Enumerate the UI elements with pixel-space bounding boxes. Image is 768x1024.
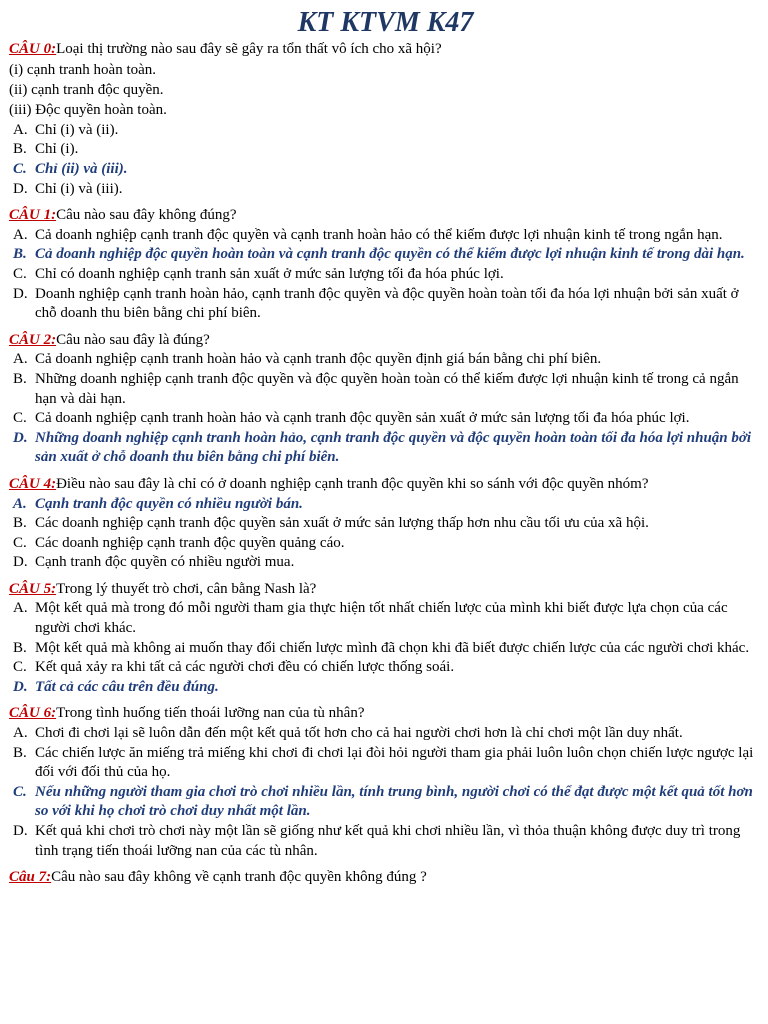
option-text: Nếu những người tham gia chơi trò chơi nhiều lần, tính trung bình, người chơi có thể đạt được một kết quả tốt hơn so với khi họ chơi trò chơi duy nhất một lần.	[35, 783, 753, 820]
option-letter: C.	[13, 659, 27, 676]
question-line	[9, 206, 758, 226]
answer-option-highlighted	[9, 783, 758, 822]
option-text: Chỉ có doanh nghiệp cạnh tranh sản xuất ở mức sản lượng tối đa hóa phúc lợi.	[35, 265, 504, 282]
option-letter: B.	[13, 246, 27, 263]
option-text: Các doanh nghiệp cạnh tranh độc quyền sản xuất ở mức sản lượng thấp hơn nhu cầu tối ưu của xã hội.	[35, 515, 649, 532]
question-line	[9, 475, 758, 495]
answer-option	[9, 226, 758, 246]
answer-option	[9, 265, 758, 285]
question-line	[9, 868, 758, 888]
option-letter: A.	[13, 725, 28, 742]
option-letter: D.	[13, 180, 28, 197]
option-letter: B.	[13, 639, 27, 656]
option-text: Chỉ (i).	[35, 141, 79, 158]
question-label: CÂU 2:	[9, 331, 57, 348]
question-line	[9, 40, 758, 60]
answer-option	[9, 409, 758, 429]
question-block	[9, 331, 758, 468]
question-list	[9, 40, 758, 888]
answer-option	[9, 822, 758, 861]
question-text: Câu nào sau đây không về cạnh tranh độc quyền không đúng ?	[51, 869, 427, 886]
question-statement: (iii) Độc quyền hoàn toàn.	[9, 102, 167, 119]
option-letter: B.	[13, 370, 27, 387]
question-block	[9, 868, 758, 888]
option-text: Những doanh nghiệp cạnh tranh hoàn hảo, cạnh tranh độc quyền và độc quyền hoàn toàn tối đa hóa lợi nhuận bởi sản xuất ở chỗ doanh thu biên bằng chi phí biên.	[35, 429, 752, 466]
option-text: Chỉ (ii) và (iii).	[35, 161, 128, 177]
answer-option	[9, 534, 758, 554]
option-text: Cả doanh nghiệp độc quyền hoàn toàn và cạnh tranh độc quyền có thể kiếm được lợi nhuận kinh tế trong dài hạn.	[35, 246, 745, 263]
option-letter: C.	[13, 161, 27, 177]
question-text: Loại thị trường nào sau đây sẽ gây ra tổn thất vô ích cho xã hội?	[56, 41, 442, 57]
option-letter: D.	[13, 678, 28, 695]
question-block	[9, 580, 758, 698]
answer-option	[9, 285, 758, 324]
option-letter: D.	[13, 285, 28, 302]
answer-option	[9, 121, 758, 141]
option-text: Chơi đi chơi lại sẽ luôn dẫn đến một kết quả tốt hơn cho cả hai người chơi hơn là chỉ chơi một lần duy nhất.	[35, 725, 683, 742]
answer-option-highlighted	[9, 495, 758, 515]
option-text: Một kết quả mà trong đó mỗi người tham gia thực hiện tốt nhất chiến lược của mình khi biết được lựa chọn của các người chơi khác.	[35, 600, 728, 637]
answer-option	[9, 180, 758, 200]
answer-option	[9, 744, 758, 783]
option-text: Cả doanh nghiệp cạnh tranh hoàn hảo và cạnh tranh độc quyền sản xuất ở mức sản lượng tối đa hóa phúc lợi.	[35, 410, 690, 427]
answer-option-highlighted	[9, 678, 758, 698]
answer-option	[9, 370, 758, 409]
option-letter: C.	[13, 783, 27, 800]
option-letter: B.	[13, 515, 27, 532]
answer-option-highlighted	[9, 429, 758, 468]
option-text: Những doanh nghiệp cạnh tranh độc quyền và độc quyền hoàn toàn có thể kiếm được lợi nhuận kinh tế trong cả ngắn hạn và dài hạn.	[35, 370, 739, 407]
option-letter: C.	[13, 410, 27, 427]
option-letter: B.	[13, 141, 27, 158]
answer-option	[9, 639, 758, 659]
option-text: Kết quả xảy ra khi tất cả các người chơi đều có chiến lược thống soái.	[35, 659, 455, 676]
option-letter: A.	[13, 351, 28, 368]
option-letter: C.	[13, 534, 27, 551]
option-text: Kết quả khi chơi trò chơi này một lần sẽ giống như kết quả khi chơi nhiều lần, vì thỏa thuận không được duy trì trong tình trạng tiến thoái lưỡng nan của các tù nhân.	[35, 823, 741, 859]
answer-option	[9, 350, 758, 370]
option-text: Doanh nghiệp cạnh tranh hoàn hảo, cạnh tranh độc quyền và độc quyền hoàn toàn tối đa hóa lợi nhuận bởi sản xuất ở chỗ doanh thu biên bằng chi phí biên.	[35, 285, 739, 322]
question-text: Trong tình huống tiến thoái lưỡng nan của tù nhân?	[56, 705, 365, 722]
question-line	[9, 331, 758, 351]
answer-option-highlighted	[9, 245, 758, 265]
question-label: CÂU 5:	[9, 580, 57, 597]
question-line	[9, 704, 758, 724]
question-label: CÂU 0:	[9, 41, 57, 57]
option-text: Chỉ (i) và (iii).	[35, 180, 123, 197]
option-text: Tất cả các câu trên đều đúng.	[35, 678, 219, 695]
option-letter: D.	[13, 823, 28, 839]
question-text: Điều nào sau đây là chỉ có ở doanh nghiệp cạnh tranh độc quyền khi so sánh với độc quyền nhóm?	[56, 475, 649, 492]
answer-option	[9, 724, 758, 744]
question-text: Câu nào sau đây không đúng?	[56, 207, 237, 224]
question-label: CÂU 1:	[9, 207, 57, 224]
option-text: Các doanh nghiệp cạnh tranh độc quyền quảng cáo.	[35, 534, 345, 551]
document-title: KT KTVM K47	[297, 7, 474, 38]
option-letter: A.	[13, 495, 27, 512]
option-text: Chỉ (i) và (ii).	[35, 121, 119, 138]
question-block	[9, 704, 758, 861]
question-block	[9, 206, 758, 324]
question-text: Câu nào sau đây là đúng?	[56, 331, 210, 348]
option-letter: C.	[13, 265, 27, 282]
question-block	[9, 475, 758, 573]
answer-option	[9, 599, 758, 638]
answer-option-highlighted	[9, 160, 758, 180]
question-label: CÂU 6:	[9, 705, 57, 722]
question-statement: (i) cạnh tranh hoàn toàn.	[9, 61, 157, 78]
option-letter: A.	[13, 121, 28, 138]
answer-option	[9, 658, 758, 678]
answer-option	[9, 553, 758, 573]
answer-option	[9, 514, 758, 534]
question-block	[9, 40, 758, 199]
option-letter: D.	[13, 554, 28, 571]
option-text: Một kết quả mà không ai muốn thay đổi chiến lược mình đã chọn khi đã biết được chiến lược của các người chơi khác.	[35, 639, 750, 656]
option-letter: D.	[13, 429, 28, 446]
question-text: Trong lý thuyết trò chơi, cân bằng Nash là?	[56, 580, 317, 597]
option-text: Cả doanh nghiệp cạnh tranh hoàn hảo và cạnh tranh độc quyền định giá bán bằng chi phí biên.	[35, 351, 602, 368]
question-label: CÂU 4:	[9, 475, 57, 492]
question-label: Câu 7:	[9, 869, 52, 886]
option-text: Cạnh tranh độc quyền có nhiều người bán.	[35, 495, 303, 512]
question-statement: (ii) cạnh tranh độc quyền.	[9, 82, 164, 98]
option-text: Cạnh tranh độc quyền có nhiều người mua.	[35, 554, 295, 571]
option-text: Cả doanh nghiệp cạnh tranh độc quyền và cạnh tranh hoàn hảo có thể kiếm được lợi nhuận kinh tế trong ngắn hạn.	[35, 226, 723, 243]
question-line	[9, 580, 758, 600]
option-text: Các chiến lược ăn miếng trả miếng khi chơi đi chơi lại đòi hỏi người tham gia phải luôn luôn chọn chiến lược ngược lại đối với đối thủ của họ.	[35, 744, 754, 781]
answer-option	[9, 140, 758, 160]
option-letter: A.	[13, 600, 28, 617]
option-letter: B.	[13, 744, 27, 761]
option-letter: A.	[13, 226, 28, 243]
